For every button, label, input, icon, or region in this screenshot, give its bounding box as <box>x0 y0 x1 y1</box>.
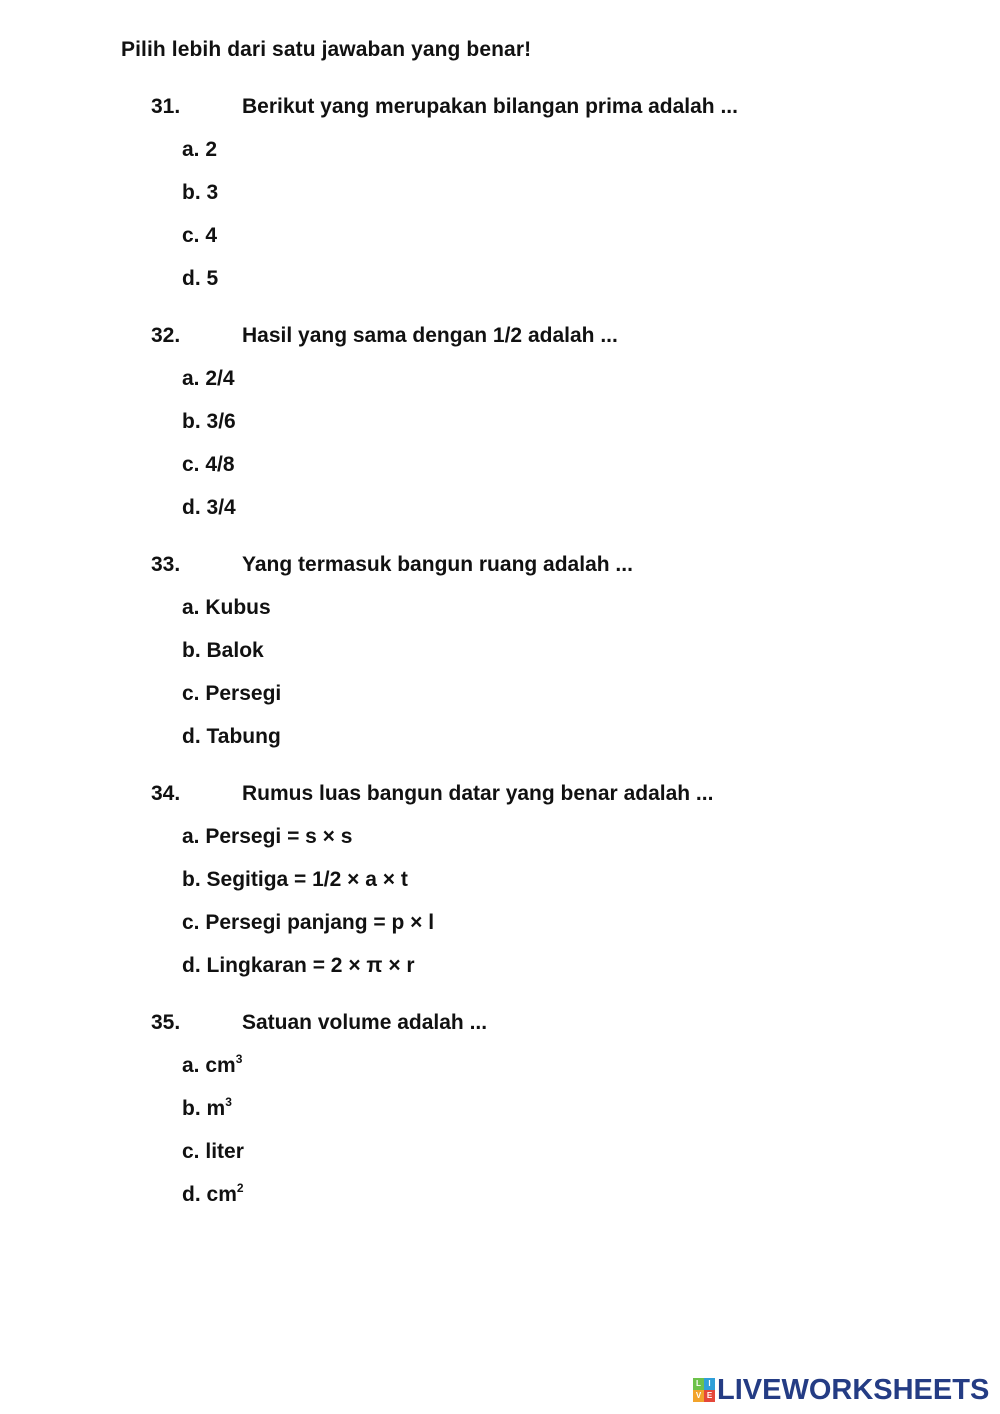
option-text: Kubus <box>205 596 271 619</box>
option-letter: c. <box>182 453 200 476</box>
option-text: 4/8 <box>205 453 235 476</box>
option-letter: d. <box>182 1183 201 1206</box>
option-text: 4 <box>205 224 218 247</box>
logo-mark-i: I <box>704 1378 715 1390</box>
question-header <box>151 551 951 579</box>
liveworksheets-logo <box>693 1373 989 1407</box>
question-text: Yang termasuk bangun ruang adalah ... <box>242 553 633 576</box>
logo-mark-e: E <box>704 1390 715 1402</box>
option-c[interactable] <box>182 207 951 250</box>
option-d[interactable] <box>182 708 951 751</box>
logo-mark-icon <box>693 1378 715 1402</box>
option-text: 5 <box>206 267 219 290</box>
option-c[interactable] <box>182 436 951 479</box>
option-superscript: 3 <box>235 1052 243 1066</box>
option-a[interactable] <box>182 1037 951 1080</box>
question-34 <box>151 780 951 980</box>
question-33 <box>151 551 951 751</box>
option-b[interactable] <box>182 622 951 665</box>
option-b[interactable] <box>182 393 951 436</box>
question-text: Satuan volume adalah ... <box>242 1011 488 1034</box>
option-text: cm <box>206 1183 237 1206</box>
question-header <box>151 322 951 350</box>
logo-mark-l: L <box>693 1378 704 1390</box>
option-letter: c. <box>182 1140 200 1163</box>
option-b[interactable] <box>182 851 951 894</box>
question-number: 32. <box>151 324 181 347</box>
option-letter: b. <box>182 181 201 204</box>
instruction-text: Pilih lebih dari satu jawaban yang benar! <box>121 38 532 61</box>
option-text: 2/4 <box>205 367 235 390</box>
option-letter: d. <box>182 954 201 977</box>
option-a[interactable] <box>182 121 951 164</box>
option-letter: a. <box>182 138 200 161</box>
option-text: 3/4 <box>206 496 236 519</box>
option-letter: d. <box>182 267 201 290</box>
option-letter: b. <box>182 639 201 662</box>
question-number: 34. <box>151 782 181 805</box>
option-a[interactable] <box>182 350 951 393</box>
logo-mark-v: V <box>693 1390 704 1402</box>
option-letter: b. <box>182 868 201 891</box>
question-text: Hasil yang sama dengan 1/2 adalah ... <box>242 324 618 347</box>
question-32 <box>151 322 951 522</box>
option-letter: a. <box>182 367 200 390</box>
question-text: Berikut yang merupakan bilangan prima adalah ... <box>242 95 738 118</box>
option-letter: d. <box>182 725 201 748</box>
question-header <box>151 1009 951 1037</box>
option-text: Tabung <box>206 725 281 748</box>
option-letter: b. <box>182 1097 201 1120</box>
question-number: 31. <box>151 95 181 118</box>
option-text: Persegi = s × s <box>205 825 353 848</box>
option-letter: c. <box>182 911 200 934</box>
logo-text: LIVEWORKSHEETS <box>717 1373 990 1406</box>
option-d[interactable] <box>182 1166 951 1209</box>
option-c[interactable] <box>182 1123 951 1166</box>
question-35 <box>151 1009 951 1209</box>
option-text: liter <box>205 1140 244 1163</box>
option-text: Segitiga = 1/2 × a × t <box>206 868 408 891</box>
option-b[interactable] <box>182 164 951 207</box>
question-number: 33. <box>151 553 181 576</box>
option-text: 2 <box>205 138 218 161</box>
option-letter: c. <box>182 682 200 705</box>
option-c[interactable] <box>182 894 951 937</box>
option-text: 3/6 <box>206 410 236 433</box>
option-text: cm <box>205 1054 236 1077</box>
option-a[interactable] <box>182 808 951 851</box>
option-letter: c. <box>182 224 200 247</box>
question-text: Rumus luas bangun datar yang benar adalah ... <box>242 782 714 805</box>
option-text: m <box>206 1097 226 1120</box>
option-text: Persegi <box>205 682 282 705</box>
option-superscript: 3 <box>225 1095 232 1109</box>
option-d[interactable] <box>182 937 951 980</box>
option-letter: a. <box>182 1054 200 1077</box>
option-letter: a. <box>182 596 200 619</box>
question-header <box>151 93 951 121</box>
option-d[interactable] <box>182 479 951 522</box>
option-text: Balok <box>206 639 264 662</box>
option-c[interactable] <box>182 665 951 708</box>
option-text: 3 <box>206 181 219 204</box>
question-31 <box>151 93 951 293</box>
option-superscript: 2 <box>236 1181 244 1195</box>
option-d[interactable] <box>182 250 951 293</box>
option-text: Lingkaran = 2 × π × r <box>206 954 415 977</box>
question-number: 35. <box>151 1011 181 1034</box>
option-text: Persegi panjang = p × l <box>205 911 435 934</box>
option-letter: b. <box>182 410 201 433</box>
option-letter: a. <box>182 825 200 848</box>
question-header <box>151 780 951 808</box>
option-a[interactable] <box>182 579 951 622</box>
option-letter: d. <box>182 496 201 519</box>
option-b[interactable] <box>182 1080 951 1123</box>
